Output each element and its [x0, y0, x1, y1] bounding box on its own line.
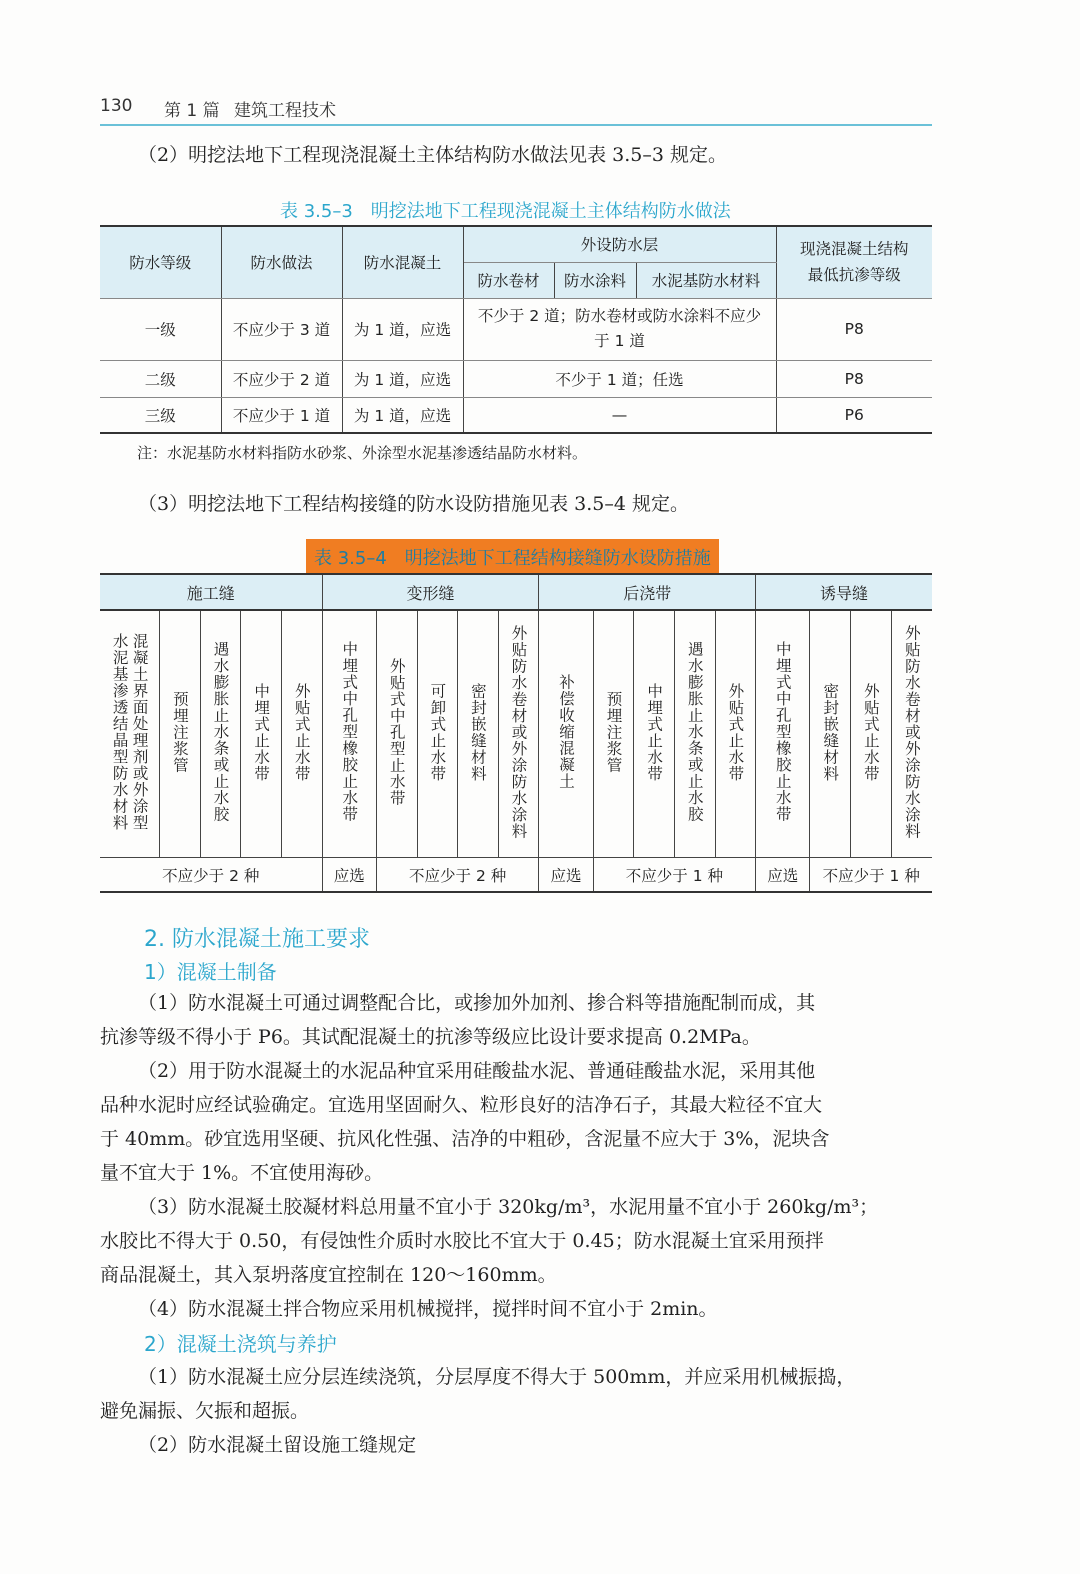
cell-level: P6 [776, 397, 932, 433]
page-header [100, 94, 932, 124]
measure-cell [458, 610, 499, 858]
paragraph-line: 量不宜大于 1%。不宜使用海砂。 [100, 1162, 384, 1184]
table-row [100, 298, 932, 360]
req-cell: 不应少于 1 种 [810, 858, 932, 893]
group-deformation-joint: 变形缝 [322, 574, 539, 610]
paragraph-line: 于 40mm。砂宜选用坚硬、抗风化性强、洁净的中粗砂，含泥量不应大于 3%，泥块含 [100, 1128, 830, 1150]
cell-concrete: 为 1 道，应选 [342, 298, 463, 360]
req-cell: 应选 [539, 858, 593, 893]
cell-grade: 一级 [100, 298, 221, 360]
paragraph-2 [100, 1054, 932, 1190]
cell-level: P8 [776, 298, 932, 360]
cell-method: 不应少于 1 道 [221, 397, 342, 433]
measure-label: 中埋式止水带 [252, 682, 271, 782]
req-cell: 不应少于 1 种 [593, 858, 755, 893]
measure-label: 外贴式止水带 [726, 682, 745, 782]
th-outer: 外设防水层 [463, 226, 776, 262]
paragraph-3 [100, 1190, 932, 1292]
measure-label: 密封嵌缝材料 [468, 682, 487, 782]
group-induced-joint: 诱导缝 [756, 574, 932, 610]
measure-cell [322, 610, 376, 858]
cell-grade: 三级 [100, 397, 221, 433]
th-method: 防水做法 [221, 226, 342, 298]
th-cement: 水泥基防水材料 [636, 262, 776, 298]
measure-cell [674, 610, 715, 858]
table-3-5-4 [100, 573, 932, 893]
measure-label: 外贴式止水带 [292, 682, 311, 782]
th-level-line1: 现浇混凝土结构 [799, 240, 909, 259]
section-heading: 2. 防水混凝土施工要求 [144, 927, 370, 952]
measure-label: 中埋式止水带 [645, 682, 664, 782]
measure-label: 中埋式中孔型橡胶止水带 [340, 641, 359, 823]
cell-concrete: 为 1 道，应选 [342, 360, 463, 397]
cell-method: 不应少于 3 道 [221, 298, 342, 360]
table-row [100, 360, 932, 397]
req-cell: 应选 [322, 858, 376, 893]
th-level [776, 226, 932, 298]
table2-requirement-row [100, 858, 932, 893]
paragraph-line: 避免漏振、欠振和超振。 [100, 1400, 310, 1422]
cell-outer: 不少于 1 道；任选 [463, 360, 776, 397]
measure-cell [634, 610, 675, 858]
th-level-line2: 最低抗渗等级 [807, 266, 901, 285]
paragraph-line: （3）防水混凝土胶凝材料总用量不宜小于 320kg/m³，水泥用量不宜小于 260kg/m³； [138, 1196, 879, 1218]
measure-cell [810, 610, 851, 858]
table-row [100, 397, 932, 433]
measure-cell [100, 610, 160, 858]
measure-cell [539, 610, 593, 858]
req-cell: 应选 [756, 858, 810, 893]
measure-label: 预埋注浆管 [604, 690, 623, 774]
measure-cell [756, 610, 810, 858]
th-coil: 防水卷材 [463, 262, 554, 298]
paragraph-line: 抗渗等级不得小于 P6。其试配混凝土的抗渗等级应比设计要求提高 0.2MPa。 [100, 1026, 761, 1048]
measure-label: 可卸式止水带 [428, 682, 447, 782]
th-coating: 防水涂料 [554, 262, 636, 298]
measure-cell [715, 610, 756, 858]
paragraph-5 [100, 1360, 932, 1428]
cell-concrete: 为 1 道，应选 [342, 397, 463, 433]
measure-label: 外贴式止水带 [861, 682, 880, 782]
measure-label: 外贴式中孔型止水带 [387, 657, 406, 807]
measure-label: 密封嵌缝材料 [821, 682, 840, 782]
header-divider [100, 124, 932, 126]
paragraph-line: （4）防水混凝土拌合物应采用机械搅拌，搅拌时间不宜小于 2min。 [138, 1298, 718, 1320]
measure-label: 遇水膨胀止水条或止水胶 [211, 641, 230, 823]
measure-cell [593, 610, 634, 858]
th-concrete: 防水混凝土 [342, 226, 463, 298]
intro-paragraph-1 [100, 138, 932, 172]
measure-cell [200, 610, 241, 858]
table2-group-row [100, 574, 932, 610]
paragraph-line: （1）防水混凝土应分层连续浇筑，分层厚度不得大于 500mm，并应采用机械振捣， [138, 1366, 856, 1388]
measure-cell [376, 610, 417, 858]
cell-level: P8 [776, 360, 932, 397]
measure-cell [417, 610, 458, 858]
th-grade: 防水等级 [100, 226, 221, 298]
measure-label: 补偿收缩混凝土 [557, 674, 576, 790]
measure-cell [891, 610, 932, 858]
paragraph-line: （2）防水混凝土留设施工缝规定 [138, 1434, 417, 1456]
part-label: 第 1 篇 [164, 101, 220, 121]
cell-outer: — [463, 397, 776, 433]
table-caption-3-5-4: 表 3.5–4 明挖法地下工程结构接缝防水设防措施 [306, 539, 719, 575]
measure-cell [281, 610, 322, 858]
measure-cell [241, 610, 282, 858]
table2-measure-row [100, 610, 932, 858]
req-cell: 不应少于 2 种 [376, 858, 538, 893]
measure-label: 中埋式中孔型橡胶止水带 [773, 641, 792, 823]
paragraph-4 [100, 1292, 932, 1326]
table-3-5-3 [100, 225, 932, 434]
measure-cell [498, 610, 539, 858]
measure-label: 外贴防水卷材或外涂防水涂料 [902, 624, 921, 840]
table-caption-3-5-3: 表 3.5–3 明挖法地下工程现浇混凝土主体结构防水做法 [280, 201, 731, 222]
measure-label: 外贴防水卷材或外涂防水涂料 [509, 624, 528, 840]
page-number: 130 [100, 96, 133, 116]
table1-header-row-1 [100, 226, 932, 262]
paragraph-line: 品种水泥时应经试验确定。宜选用坚固耐久、粒形良好的洁净石子，其最大粒径不宜大 [100, 1094, 823, 1116]
part-title: 建筑工程技术 [234, 101, 336, 121]
paragraph-line: （2）用于防水混凝土的水泥品种宜采用硅酸盐水泥、普通硅酸盐水泥，采用其他 [138, 1060, 816, 1082]
cell-method: 不应少于 2 道 [221, 360, 342, 397]
paragraph-line: 水胶比不得大于 0.50，有侵蚀性介质时水胶比不宜大于 0.45；防水混凝土宜采用预拌 [100, 1230, 824, 1252]
table1-note: 注：水泥基防水材料指防水砂浆、外涂型水泥基渗透结晶防水材料。 [137, 444, 588, 462]
measure-label: 遇水膨胀止水条或止水胶 [685, 641, 704, 823]
subsection-heading-2: 2）混凝土浇筑与养护 [144, 1332, 337, 1356]
measure-label: 预埋注浆管 [170, 690, 189, 774]
paragraph-6 [100, 1428, 932, 1462]
paragraph-1 [100, 986, 932, 1054]
measure-cell [851, 610, 892, 858]
paragraph-line: 商品混凝土，其入泵坍落度宜控制在 120～160mm。 [100, 1264, 557, 1286]
intro-text-1: （2）明挖法地下工程现浇混凝土主体结构防水做法见表 3.5–3 规定。 [138, 144, 727, 166]
cell-grade: 二级 [100, 360, 221, 397]
paragraph-line: （1）防水混凝土可通过调整配合比，或掺加外加剂、掺合料等措施配制而成，其 [138, 992, 816, 1014]
subsection-heading-1: 1）混凝土制备 [144, 960, 277, 984]
intro-paragraph-2 [100, 487, 932, 521]
measure-label: 混凝土界面处理剂或外涂型水泥基渗透结晶型防水材料 [110, 633, 149, 831]
intro-text-2: （3）明挖法地下工程结构接缝的防水设防措施见表 3.5–4 规定。 [138, 493, 689, 515]
measure-cell [160, 610, 201, 858]
group-post-pour-strip: 后浇带 [539, 574, 756, 610]
cell-outer: 不少于 2 道；防水卷材或防水涂料不应少于 1 道 [463, 298, 776, 360]
group-construction-joint: 施工缝 [100, 574, 322, 610]
req-cell: 不应少于 2 种 [100, 858, 322, 893]
